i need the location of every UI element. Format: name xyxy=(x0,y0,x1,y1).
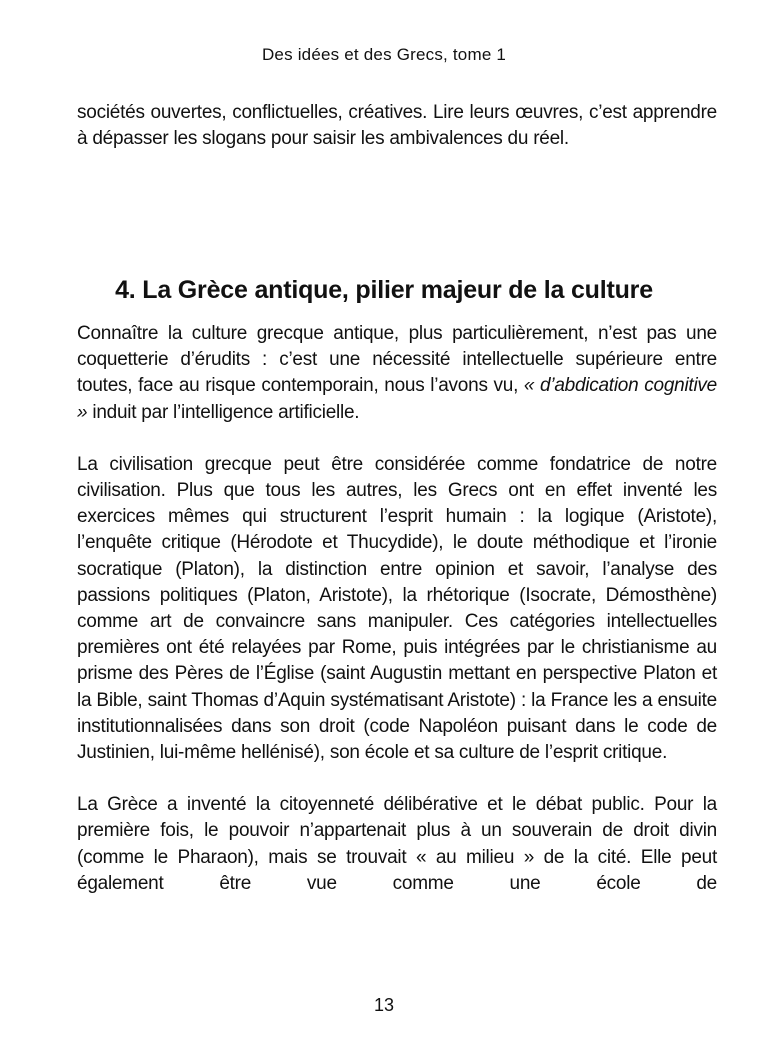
paragraph-3: La Grèce a inventé la citoyenneté délibérative et le débat public. Pour la première fois, le pouvoir n’appartenait plus à un souverain de droit divin (comme le Pharaon), mais se trouvait « au milieu » de la cité. Elle peut également être vue comme une école de xyxy=(77,794,717,894)
paragraph-1-text-before: Connaître la culture grecque antique, plus particulièrement, n’est pas une coquetterie d’érudits : c’est une nécessité intellectuelle supérieure entre toutes, face au risque contemporain, nous l’avons vu, xyxy=(77,323,717,397)
paragraph-1-emphasis: « d’abdication cognitive » xyxy=(77,375,717,423)
intro-paragraph: sociétés ouvertes, conflictuelles, créatives. Lire leurs œuvres, c’est apprendre à dépasser les slogans pour saisir les ambivalences du réel. xyxy=(77,102,717,150)
page-number: 13 xyxy=(373,995,395,1015)
running-header: Des idées et des Grecs, tome 1 xyxy=(261,45,507,64)
paragraph-1 xyxy=(77,321,717,426)
intro-block xyxy=(77,100,717,152)
paragraph-2: La civilisation grecque peut être considérée comme fondatrice de notre civilisation. Plus que tous les autres, les Grecs ont en effet inventé les exercices mêmes qui structurent l’esprit humain : la logique (Aristote), l’enquête critique (Hérodote et Thucydide), le doute méthodique et l’ironie socratique (Platon), la distinction entre opinion et savoir, l’analyse des passions politiques (Platon, Aristote), la rhétorique (Isocrate, Démosthène) comme art de convaincre sans manipuler. Ces catégories intellectuelles premières ont été relayées par Rome, puis intégrées par le christianisme au prisme des Pères de l’Église (saint Augustin mettant en perspective Platon et la Bible, saint Thomas d’Aquin systématisant Aristote) : la France les a ensuite institutionnalisées dans son droit (code Napoléon puisant dans le code de Justinien, lui-même hellénisé), son école et sa culture de l’esprit critique. xyxy=(77,453,717,764)
section-heading: 4. La Grèce antique, pilier majeur de la culture xyxy=(115,275,653,304)
section-body xyxy=(77,321,717,897)
paragraph-1-text-after: induit par l’intelligence artificielle. xyxy=(87,401,360,423)
